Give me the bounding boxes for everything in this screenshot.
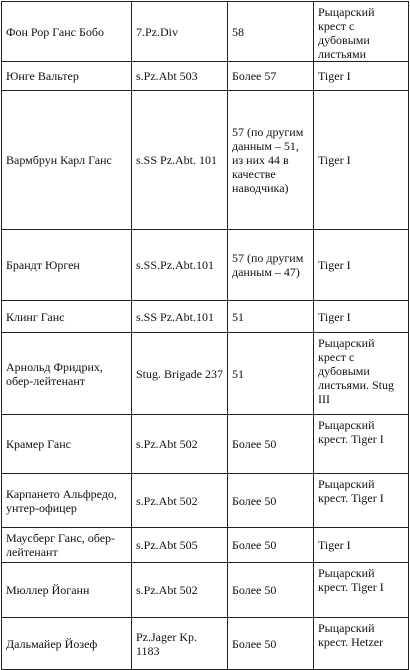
table-row: [2, 301, 409, 333]
kills-cell: Более 57: [228, 62, 314, 91]
table-row: [2, 230, 409, 301]
unit-cell: s.SS Pz.Abt.101: [132, 301, 228, 333]
unit-cell: Pz.Jager Kp. 1183: [132, 618, 228, 670]
unit-cell: s.Pz.Abt 505: [132, 528, 228, 563]
name-cell: Карпането Альфредо, унтер-офицер: [2, 474, 132, 528]
table-row: [2, 618, 409, 670]
award-cell: Рыцарский крест. Hetzer: [314, 618, 409, 670]
name-cell: Маусберг Ганс, обер-лейтенант: [2, 528, 132, 563]
award-cell: Рыцарский крест с дубовыми листьями: [314, 2, 409, 62]
award-cell: Рыцарский крест. Tiger I: [314, 563, 409, 618]
unit-cell: s.Pz.Abt 502: [132, 563, 228, 618]
award-cell: Рыцарский крест. Tiger I: [314, 474, 409, 528]
kills-cell: Более 50: [228, 528, 314, 563]
name-cell: Крамер Ганс: [2, 415, 132, 474]
award-cell: Tiger I: [314, 230, 409, 301]
unit-cell: Stug. Brigade 237: [132, 333, 228, 415]
table-row: [2, 2, 409, 62]
kills-cell: 57 (по другим данным – 47): [228, 230, 314, 301]
table-row: [2, 474, 409, 528]
award-cell: Рыцарский крест с дубовыми листьями. Stug III: [314, 333, 409, 415]
name-cell: Фон Рор Ганс Бобо: [2, 2, 132, 62]
table-row: [2, 528, 409, 563]
table-row: [2, 62, 409, 91]
unit-cell: s.SS Pz.Abt. 101: [132, 91, 228, 230]
award-cell: Tiger I: [314, 301, 409, 333]
unit-cell: 7.Pz.Div: [132, 2, 228, 62]
unit-cell: s.Pz.Abt 503: [132, 62, 228, 91]
table-row: [2, 415, 409, 474]
table-row: [2, 91, 409, 230]
kills-cell: Более 50: [228, 415, 314, 474]
aces-table: [1, 1, 409, 670]
table-row: [2, 333, 409, 415]
table-row: [2, 563, 409, 618]
kills-cell: Более 50: [228, 618, 314, 670]
name-cell: Клинг Ганс: [2, 301, 132, 333]
name-cell: Мюллер Йоганн: [2, 563, 132, 618]
kills-cell: 57 (по другим данным – 51, из них 44 в качестве наводчика): [228, 91, 314, 230]
unit-cell: s.SS.Pz.Abt.101: [132, 230, 228, 301]
kills-cell: 58: [228, 2, 314, 62]
award-cell: Tiger I: [314, 62, 409, 91]
award-cell: Tiger I: [314, 91, 409, 230]
unit-cell: s.Pz.Abt 502: [132, 474, 228, 528]
kills-cell: Более 50: [228, 563, 314, 618]
kills-cell: 51: [228, 301, 314, 333]
name-cell: Дальмайер Йозеф: [2, 618, 132, 670]
award-cell: Рыцарский крест. Tiger I: [314, 415, 409, 474]
name-cell: Арнольд Фридрих, обер-лейтенант: [2, 333, 132, 415]
kills-cell: Более 50: [228, 474, 314, 528]
kills-cell: 51: [228, 333, 314, 415]
name-cell: Брандт Юрген: [2, 230, 132, 301]
name-cell: Вармбрун Карл Ганс: [2, 91, 132, 230]
award-cell: Tiger I: [314, 528, 409, 563]
name-cell: Юнге Вальтер: [2, 62, 132, 91]
unit-cell: s.Pz.Abt 502: [132, 415, 228, 474]
